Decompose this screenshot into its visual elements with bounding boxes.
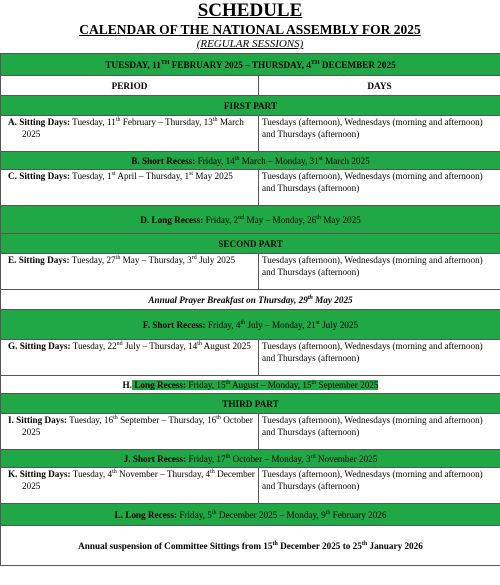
row-a-t3: March 2025: [22, 117, 244, 139]
row-f-s2: st: [315, 319, 320, 326]
row-f-t3: July 2025: [319, 319, 359, 330]
row-h-pre: H.: [122, 379, 132, 390]
row-g-s1: nd: [116, 340, 123, 347]
row-k-days: Tuesdays (afternoon), Wednesdays (morning and afternoon) and Thursdays (afternoon): [259, 468, 500, 504]
row-a-s1: th: [115, 116, 121, 123]
row-d: [1, 206, 500, 234]
row-f-t2: July – Monday, 21: [245, 319, 316, 330]
row-d-t2: May – Monday, 26: [244, 214, 317, 225]
row-f-s1: th: [240, 319, 246, 326]
prayer-s1: th: [307, 294, 313, 301]
row-e-days: Tuesdays (afternoon), Wednesdays (morning and afternoon) and Thursdays (afternoon): [259, 254, 500, 290]
range-sup-b: TH: [310, 59, 320, 66]
second-part-row: SECOND PART: [1, 234, 500, 254]
days-header: DAYS: [259, 76, 500, 96]
row-g-t2: July – Thursday, 14: [122, 341, 198, 351]
row-e-s1: th: [115, 254, 121, 261]
row-k-s1: th: [112, 468, 117, 475]
row-i-period: [1, 414, 259, 450]
row-b-t1: Friday, 14: [195, 155, 235, 166]
footer-s2: th: [361, 540, 368, 547]
range-sup-a: TH: [160, 59, 170, 66]
row-b-s1: th: [234, 155, 240, 162]
row-h-t1: Friday, 15: [186, 379, 226, 390]
row-c-t1: Tuesday, 1: [70, 171, 112, 181]
footer-t3: January 2026: [367, 540, 423, 551]
prayer-t1: Annual Prayer Breakfast on Thursday, 29: [148, 294, 308, 305]
row-d-t1: Friday, 2: [203, 214, 239, 225]
period-header: PERIOD: [1, 76, 259, 96]
row-g-period: [1, 340, 259, 376]
prayer-t2: May 2025: [312, 294, 353, 305]
row-d-label: D. Long Recess:: [140, 214, 204, 225]
row-l-t2: December 2025 – Monday, 9: [216, 509, 326, 520]
row-i-letter: I.: [8, 415, 14, 425]
row-l-s2: th: [325, 509, 331, 516]
row-f-t1: Friday, 4: [205, 319, 241, 330]
row-a-letter: A.: [8, 117, 17, 127]
range-text-b: FEBRUARY 2025 – THURSDAY, 4: [169, 59, 311, 70]
row-j-s2: rd: [310, 453, 316, 460]
row-d-t3: May 2025: [320, 214, 361, 225]
row-b-t2: March – Monday, 31: [239, 155, 319, 166]
row-h-label: Long Recess:: [131, 379, 187, 390]
row-l-s1: th: [211, 509, 217, 516]
row-l-t3: February 2026: [330, 509, 387, 520]
calendar-table: [0, 53, 500, 566]
row-e-t3: July 2025: [196, 255, 236, 265]
row-j-t1: Friday, 17: [186, 453, 226, 464]
row-g-t1: Tuesday, 22: [70, 341, 117, 351]
row-k-t3: December 2025: [22, 469, 255, 491]
row-c-period: [1, 170, 259, 206]
schedule-title: SCHEDULE: [197, 0, 303, 21]
row-c-letter: C.: [8, 171, 17, 181]
row-j-t2: October – Monday, 3: [230, 453, 311, 464]
committee-suspension-row: [1, 526, 500, 566]
row-j-label: J. Short Recess:: [123, 453, 187, 464]
row-l-t1: Friday, 5: [177, 509, 212, 520]
row-c-s1: st: [111, 170, 116, 177]
row-c-days: Tuesdays (afternoon), Wednesdays (morning and afternoon) and Thursdays (afternoon): [259, 170, 500, 206]
row-j-t3: November 2025: [315, 453, 378, 464]
row-g-s2: th: [197, 340, 202, 347]
row-a-t2: February – Thursday, 13: [120, 117, 213, 127]
row-h-t3: September 2025: [316, 379, 379, 390]
row-b-t3: March 2025: [322, 155, 370, 166]
row-k-period: [1, 468, 259, 504]
row-h-s2: th: [311, 379, 317, 386]
row-k-s2: th: [210, 468, 215, 475]
third-part-row: THIRD PART: [1, 394, 500, 414]
row-k-letter: K.: [8, 469, 18, 479]
range-text-c: DECEMBER 2025: [319, 59, 396, 70]
row-a-label: Sitting Days:: [19, 117, 71, 127]
row-l: [1, 504, 500, 526]
row-f: [1, 310, 500, 340]
row-g-letter: G.: [8, 341, 18, 351]
range-text-a: TUESDAY, 11: [105, 59, 161, 70]
row-k-t1: Tuesday, 4: [70, 469, 113, 479]
row-j: [1, 450, 500, 468]
row-a-period: [1, 116, 259, 152]
row-i-days: Tuesdays (afternoon), Wednesdays (morning and afternoon) and Thursdays (afternoon): [259, 414, 500, 450]
row-c-label: Sitting Days:: [19, 171, 71, 181]
row-f-label: F. Short Recess:: [142, 319, 206, 330]
calendar-title: CALENDAR OF THE NATIONAL ASSEMBLY FOR 2025: [79, 22, 421, 37]
row-h-t2: August – Monday, 15: [230, 379, 312, 390]
first-part-row: FIRST PART: [1, 96, 500, 116]
row-d-s2: th: [316, 214, 321, 221]
row-a-days: Tuesdays (afternoon), Wednesdays (morning and afternoon) and Thursdays (afternoon): [259, 116, 500, 152]
footer-t2: December 2025 to 25: [277, 540, 362, 551]
row-h-s1: th: [225, 379, 231, 386]
footer-s1: th: [272, 540, 278, 547]
row-i-t1: Tuesday, 16: [66, 415, 114, 425]
row-i-s1: th: [113, 414, 118, 421]
row-c-t3: May 2025: [193, 171, 233, 181]
row-e-letter: E.: [8, 255, 17, 265]
row-j-s1: th: [225, 453, 231, 460]
row-b: [1, 152, 500, 170]
row-d-s1: nd: [238, 214, 245, 221]
sessions-subtitle: (REGULAR SESSIONS): [196, 38, 304, 50]
row-i-s2: th: [216, 414, 221, 421]
row-i-label: Sitting Days:: [16, 415, 67, 425]
row-g-t3: August 2025: [201, 341, 251, 351]
row-i-t2: September – Thursday, 16: [117, 415, 217, 425]
range-row: [1, 54, 500, 76]
row-g-days: Tuesdays (afternoon), Wednesdays (morning and afternoon) and Thursdays (afternoon): [259, 340, 500, 376]
footer-t1: Annual suspension of Committee Sittings from 15: [78, 540, 273, 551]
row-e-s2: rd: [191, 254, 197, 261]
row-l-label: L. Long Recess:: [114, 509, 178, 520]
row-e-t1: Tuesday, 27: [69, 255, 116, 265]
row-b-s2: st: [318, 155, 323, 162]
row-k-t2: November – Thursday, 4: [116, 469, 211, 479]
row-k-label: Sitting Days:: [19, 469, 71, 479]
row-a-t1: Tuesday, 11: [70, 117, 116, 127]
row-c-t2: April – Thursday, 1: [115, 171, 190, 181]
row-i-t3: October 2025: [22, 415, 253, 437]
row-a-s2: th: [212, 116, 218, 123]
header: [0, 0, 500, 51]
row-g-label: Sitting Days:: [19, 341, 71, 351]
row-h: [1, 376, 500, 394]
prayer-breakfast-row: [1, 290, 500, 310]
row-c-s2: st: [189, 170, 194, 177]
row-e-label: Sitting Days:: [18, 255, 70, 265]
row-e-t2: May – Thursday, 3: [120, 255, 192, 265]
row-b-label: B. Short Recess:: [131, 155, 196, 166]
row-e-period: [1, 254, 259, 290]
